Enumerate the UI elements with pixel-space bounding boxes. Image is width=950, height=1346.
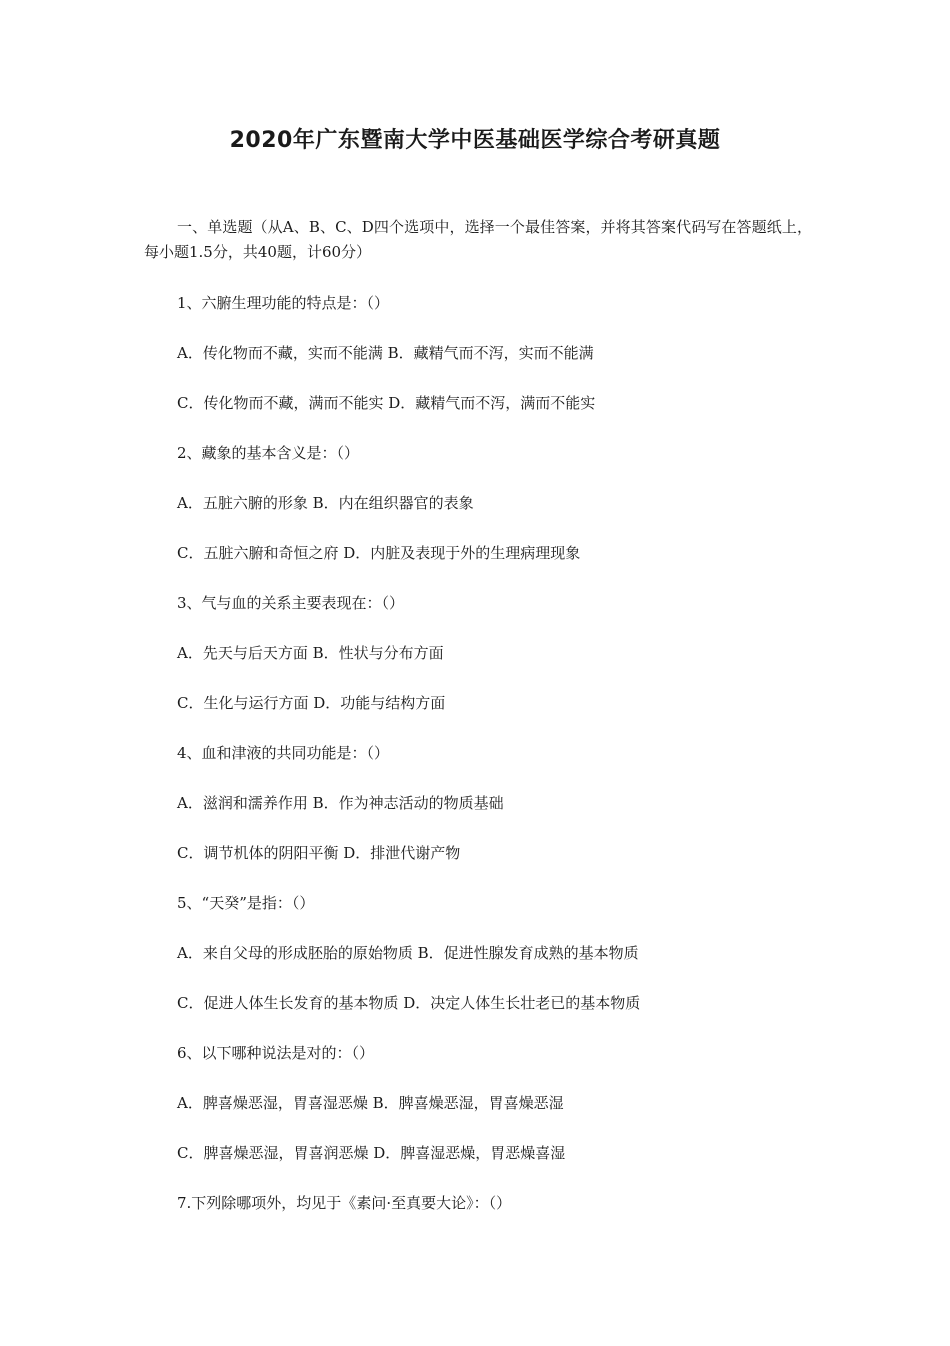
question-1-options-ab: A．传化物而不藏，实而不能满 B．藏精气而不泻，实而不能满 <box>177 344 594 362</box>
question-3: 3、气与血的关系主要表现在：（） <box>177 594 405 612</box>
question-5: 5、“天癸”是指：（） <box>177 894 315 912</box>
question-2-options-cd: C．五脏六腑和奇恒之府 D．内脏及表现于外的生理病理现象 <box>177 544 581 562</box>
question-4: 4、血和津液的共同功能是：（） <box>177 744 390 762</box>
question-4-options-ab: A．滋润和濡养作用 B．作为神志活动的物质基础 <box>177 794 504 812</box>
question-3-options-ab: A．先天与后天方面 B．性状与分布方面 <box>177 644 444 662</box>
question-2: 2、藏象的基本含义是：（） <box>177 444 360 462</box>
question-6-options-ab: A．脾喜燥恶湿，胃喜湿恶燥 B．脾喜燥恶湿，胃喜燥恶湿 <box>177 1094 564 1112</box>
question-3-options-cd: C．生化与运行方面 D．功能与结构方面 <box>177 694 446 712</box>
question-1-options-cd: C．传化物而不藏，满而不能实 D．藏精气而不泻，满而不能实 <box>177 394 596 412</box>
question-2-options-ab: A．五脏六腑的形象 B．内在组织器官的表象 <box>177 494 474 512</box>
question-6: 6、以下哪种说法是对的：（） <box>177 1044 375 1062</box>
question-7: 7.下列除哪项外，均见于《素问·至真要大论》：（） <box>177 1194 512 1212</box>
section-instructions: 一、单选题（从A、B、C、D四个选项中，选择一个最佳答案，并将其答案代码写在答题纸上，每小题1.5分，共40题，计60分） <box>144 218 812 261</box>
question-6-options-cd: C．脾喜燥恶湿，胃喜润恶燥 D．脾喜湿恶燥，胃恶燥喜湿 <box>177 1144 566 1162</box>
question-5-options-ab: A．来自父母的形成胚胎的原始物质 B．促进性腺发育成熟的基本物质 <box>177 944 639 962</box>
question-4-options-cd: C．调节机体的阴阳平衡 D．排泄代谢产物 <box>177 844 461 862</box>
question-5-options-cd: C．促进人体生长发育的基本物质 D．决定人体生长壮老已的基本物质 <box>177 994 641 1012</box>
document-title: 2020年广东暨南大学中医基础医学综合考研真题 <box>229 128 721 153</box>
question-1: 1、六腑生理功能的特点是：（） <box>177 294 390 312</box>
